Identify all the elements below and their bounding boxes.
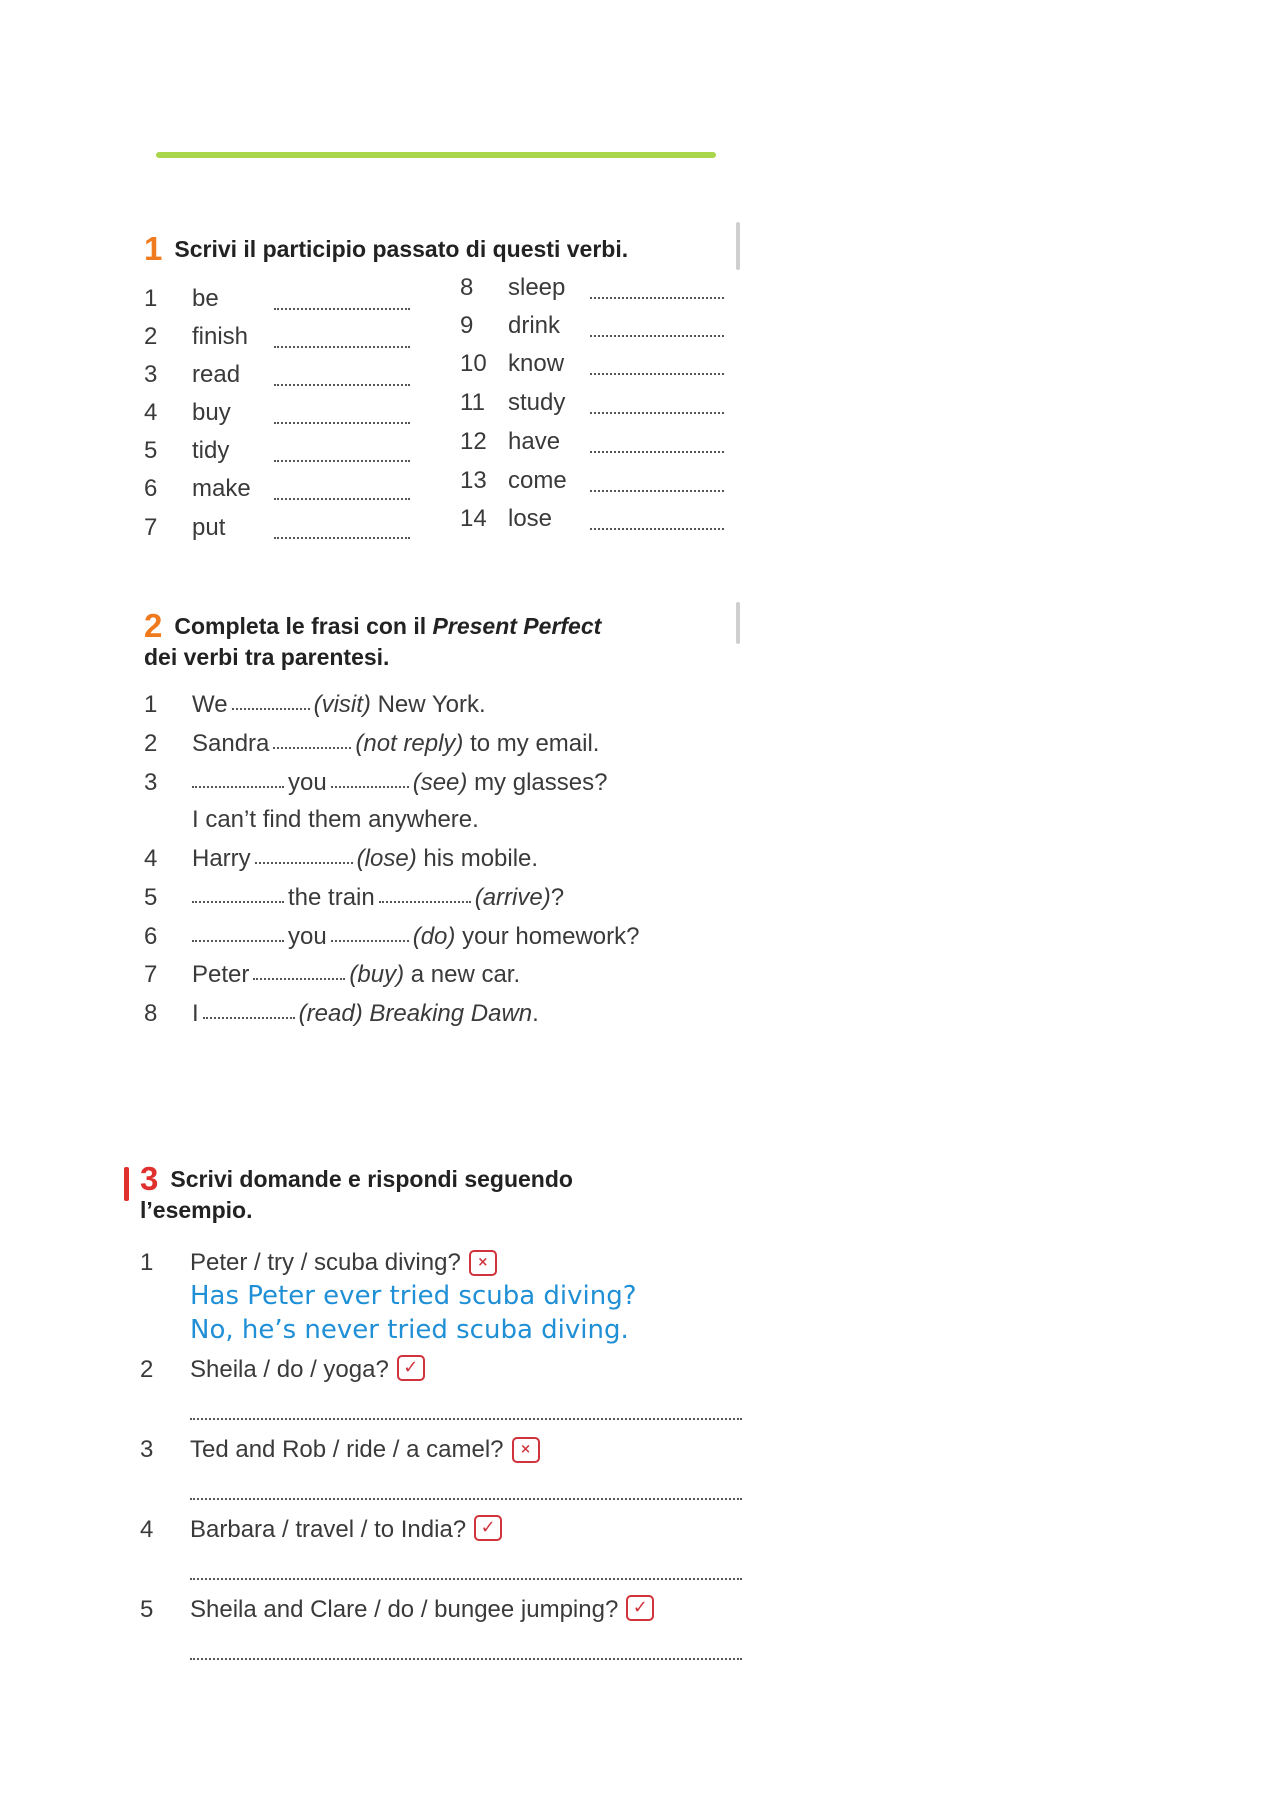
- answer-blank[interactable]: [274, 384, 410, 386]
- verb: buy: [192, 399, 231, 426]
- page-edge-mark: [736, 602, 740, 644]
- prompt-text: Ted and Rob / ride / a camel?: [190, 1436, 504, 1463]
- verb-hint: (see): [412, 769, 468, 796]
- sentence-text: New York.: [377, 691, 486, 718]
- answer-line[interactable]: [190, 1578, 742, 1580]
- verb-hint: (not reply): [355, 730, 464, 757]
- verb-hint: (visit): [313, 691, 371, 718]
- item-number: 9: [460, 312, 474, 339]
- sentence-text: .: [532, 1000, 539, 1027]
- item-number: 2: [144, 730, 158, 757]
- verb: be: [192, 285, 219, 312]
- sentence-text: you: [288, 769, 327, 796]
- item-number: 14: [460, 505, 487, 532]
- item-number: 5: [144, 884, 158, 911]
- exercise-title: Scrivi il participio passato di questi verbi.: [174, 236, 629, 262]
- sentence-text: his mobile.: [423, 845, 539, 872]
- answer-blank[interactable]: [255, 862, 353, 864]
- answer-blank[interactable]: [590, 528, 724, 530]
- item-number: 1: [144, 285, 158, 312]
- verb: put: [192, 514, 226, 541]
- list-item: [144, 768, 704, 838]
- answer-blank[interactable]: [203, 1017, 295, 1019]
- answer-blank[interactable]: [590, 412, 724, 414]
- answer-blank[interactable]: [273, 747, 351, 749]
- exercise-title: Completa le frasi con il: [174, 613, 433, 639]
- verb: study: [508, 389, 566, 416]
- verb-hint: (do): [412, 923, 456, 950]
- item-number: 5: [140, 1596, 154, 1623]
- item-number: 11: [460, 389, 485, 416]
- sentence-text: I: [192, 1000, 199, 1027]
- header-accent-bar: [156, 152, 716, 158]
- answer-blank[interactable]: [274, 537, 410, 539]
- verb-hint: (lose): [356, 845, 417, 872]
- sentence-text: your homework?: [462, 923, 640, 950]
- sentence-text: to my email.: [470, 730, 600, 757]
- verb: have: [508, 428, 561, 455]
- cross-icon: ×: [469, 1250, 497, 1276]
- verb: finish: [192, 323, 249, 350]
- check-icon: ✓: [397, 1355, 425, 1381]
- answer-blank[interactable]: [590, 451, 724, 453]
- item-number: 2: [140, 1356, 154, 1383]
- verb-hint: (read): [298, 1000, 363, 1027]
- answer-line[interactable]: [190, 1498, 742, 1500]
- verb: read: [192, 361, 241, 388]
- verb-hint: (arrive): [474, 884, 551, 911]
- item-number: 4: [144, 845, 158, 872]
- verb-hint: (buy): [349, 961, 405, 988]
- exercise-2-heading: [144, 607, 602, 673]
- item-number: 4: [140, 1516, 154, 1543]
- answer-blank[interactable]: [232, 708, 310, 710]
- exercise-number: 1: [144, 230, 163, 267]
- exercise-number: 3: [140, 1160, 159, 1197]
- answer-blank[interactable]: [253, 978, 345, 980]
- item-number: 8: [460, 274, 474, 301]
- prompt-text: Sheila / do / yoga?: [190, 1356, 389, 1383]
- verb: sleep: [508, 274, 566, 301]
- item-number: 13: [460, 467, 487, 494]
- item-number: 3: [144, 769, 158, 796]
- verb: lose: [508, 505, 553, 532]
- sentence-text: ?: [550, 884, 565, 911]
- item-number: 3: [140, 1436, 154, 1463]
- answer-blank[interactable]: [379, 901, 471, 903]
- answer-blank[interactable]: [590, 373, 724, 375]
- exercise-3-heading: [140, 1160, 573, 1226]
- answer-blank[interactable]: [192, 786, 284, 788]
- prompt-text: Peter / try / scuba diving?: [190, 1249, 461, 1276]
- exercise-title-line2: l’esempio.: [140, 1197, 253, 1223]
- sentence-text: Peter: [192, 961, 250, 988]
- item-number: 7: [144, 514, 158, 541]
- item-number: 3: [144, 361, 158, 388]
- item-number: 12: [460, 428, 487, 455]
- answer-blank[interactable]: [274, 346, 410, 348]
- verb: make: [192, 475, 251, 502]
- item-number: 1: [140, 1249, 154, 1276]
- sentence-text: my glasses?: [474, 769, 608, 796]
- item-number: 6: [144, 923, 158, 950]
- page-edge-mark: [736, 222, 740, 270]
- answer-blank[interactable]: [192, 940, 284, 942]
- verb: drink: [508, 312, 561, 339]
- verb: tidy: [192, 437, 230, 464]
- cross-icon: ×: [512, 1437, 540, 1463]
- answer-blank[interactable]: [192, 901, 284, 903]
- answer-blank[interactable]: [331, 940, 409, 942]
- exercise-1-heading: [144, 230, 629, 267]
- example-answer-response: No, he’s never tried scuba diving.: [190, 1315, 629, 1345]
- sentence-text: Harry: [192, 845, 251, 872]
- answer-blank[interactable]: [274, 308, 410, 310]
- exercise-title-italic: Present Perfect: [432, 613, 602, 639]
- answer-blank[interactable]: [274, 460, 410, 462]
- exercise-title-line2: dei verbi tra parentesi.: [144, 644, 390, 670]
- item-number: 2: [144, 323, 158, 350]
- example-answer-question: Has Peter ever tried scuba diving?: [190, 1281, 637, 1311]
- item-number: 6: [144, 475, 158, 502]
- exercise-title: Scrivi domande e rispondi seguendo: [170, 1166, 573, 1192]
- book-title: Breaking Dawn: [369, 1000, 533, 1027]
- verb: know: [508, 350, 565, 377]
- answer-blank[interactable]: [274, 498, 410, 500]
- check-icon: ✓: [626, 1595, 654, 1621]
- check-icon: ✓: [474, 1515, 502, 1541]
- sentence-text: the train: [288, 884, 375, 911]
- answer-blank[interactable]: [590, 490, 724, 492]
- answer-blank[interactable]: [590, 297, 724, 299]
- item-number: 5: [144, 437, 158, 464]
- prompt-text: Barbara / travel / to India?: [190, 1516, 467, 1543]
- prompt-text: Sheila and Clare / do / bungee jumping?: [190, 1596, 619, 1623]
- answer-blank[interactable]: [331, 786, 409, 788]
- item-number: 10: [460, 350, 487, 377]
- sentence-text: I can’t find them anywhere.: [192, 806, 479, 833]
- verb: come: [508, 467, 567, 494]
- item-number: 4: [144, 399, 158, 426]
- answer-line[interactable]: [190, 1658, 742, 1660]
- item-number: 7: [144, 961, 158, 988]
- answer-blank[interactable]: [274, 422, 410, 424]
- sentence-text: a new car.: [410, 961, 521, 988]
- sentence-text: Sandra: [192, 730, 270, 757]
- sentence-text: you: [288, 923, 327, 950]
- item-number: 1: [144, 691, 158, 718]
- section-red-mark: [124, 1167, 129, 1201]
- answer-blank[interactable]: [590, 335, 724, 337]
- sentence-text: We: [192, 691, 228, 718]
- item-number: 8: [144, 1000, 158, 1027]
- exercise-number: 2: [144, 607, 163, 644]
- answer-line[interactable]: [190, 1418, 742, 1420]
